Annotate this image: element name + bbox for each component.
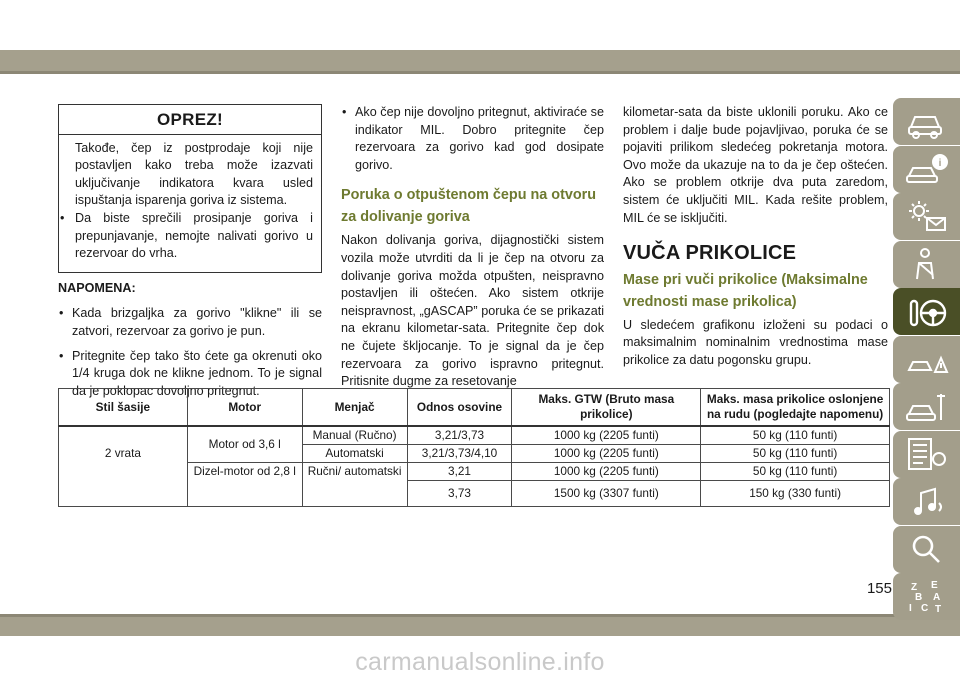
- table-cell: 50 kg (110 funti): [701, 463, 890, 481]
- note-bullet: • Pritegnite čep tako što ćete ga okrenuti oko 1/4 kruga dok ne klikne jednom. To je signal da je poklopac dovoljno pritegnut.: [58, 348, 322, 401]
- warning-lights-icon[interactable]: [893, 193, 960, 240]
- table-row: [59, 426, 890, 445]
- table-cell: 1000 kg (2205 funti): [512, 463, 701, 481]
- trailer-weight-table: [58, 388, 890, 507]
- caution-title: OPREZ!: [59, 105, 321, 135]
- table-cell: 3,21/3,73/4,10: [407, 445, 512, 463]
- loose-cap-heading: Poruka o otpuštenom čepu na otvoru za dolivanje goriva: [341, 187, 597, 226]
- table-header: Odnos osovine: [407, 389, 512, 427]
- table-cell: 50 kg (110 funti): [701, 426, 890, 445]
- caution-box: [58, 104, 322, 273]
- svg-text:C: C: [920, 602, 928, 614]
- table-cell: 2 vrata: [59, 426, 188, 507]
- svg-text:Z: Z: [910, 581, 917, 593]
- table-cell: Manual (Ručno): [302, 426, 407, 445]
- table-cell: 1000 kg (2205 funti): [512, 426, 701, 445]
- header-band: [0, 50, 960, 74]
- table-cell: Automatski: [302, 445, 407, 463]
- table-cell: Motor od 3,6 l: [187, 426, 302, 463]
- footer-band: [0, 614, 960, 636]
- car-info-icon[interactable]: [893, 146, 960, 193]
- svg-text:E: E: [930, 579, 938, 591]
- table-cell: Ručni/ automatski: [302, 463, 407, 507]
- table-header: Motor: [187, 389, 302, 427]
- table-cell: 50 kg (110 funti): [701, 445, 890, 463]
- table-cell: 1500 kg (3307 funti): [512, 481, 701, 507]
- column-left: [58, 104, 322, 400]
- table-cell: 3,21: [407, 463, 512, 481]
- page-number: 155: [866, 580, 892, 597]
- note-bullet: • Kada brizgaljka za gorivo "klikne" ili se zatvori, rezervoar za gorivo je pun.: [58, 305, 322, 340]
- table-header-row: [59, 389, 890, 427]
- steering-wheel-icon[interactable]: [893, 288, 960, 335]
- towing-heading: VUČA PRIKOLICE: [623, 242, 797, 265]
- car-dashboard-icon[interactable]: [893, 98, 960, 145]
- watermark: carmanualsonline.info: [355, 648, 605, 676]
- roadside-warning-icon[interactable]: [893, 336, 960, 383]
- column-right: [623, 104, 888, 370]
- loose-cap-text: Nakon dolivanja goriva, dijagnostički sistem vozila može utvrditi da li je čep na otvoru za dolivanje goriva možda otpušten, neispravno postavljen ili oštećen. Ako sistem otkrije neispravnost, „gASCAP” poruka će se prikazati na ekranu kilometar-sata. Pritegnite čep dok ne čujete škljocanje. To je signal da je čep rezervoara za gorivo ispravno pritegnut. Pritisnite dugme za resetovanje: [341, 233, 604, 389]
- svg-text:A: A: [932, 591, 940, 603]
- search-index-icon[interactable]: [893, 526, 960, 573]
- multimedia-icon[interactable]: [893, 478, 960, 525]
- svg-text:T: T: [934, 603, 941, 615]
- alphabetical-index-icon[interactable]: [893, 573, 960, 620]
- table-cell: 3,21/3,73: [407, 426, 512, 445]
- caution-bullet: • Da biste sprečili prosipanje goriva i prepunjavanje, nemojte nalivati gorivo u rezervoar do vrha.: [59, 210, 313, 263]
- table-header: Maks. masa prikolice oslonjene na rudu (pogledajte napomenu): [701, 389, 890, 427]
- svg-text:B: B: [914, 591, 922, 603]
- table-header: Stil šasije: [59, 389, 188, 427]
- column-middle: [341, 104, 604, 391]
- towing-text: U sledećem grafikonu izloženi su podaci o maksimalnim nominalnim vrednostima mase prikolice za datu pogonsku grupu.: [623, 317, 888, 367]
- note-label: NAPOMENA:: [58, 280, 136, 295]
- table-header: Menjač: [302, 389, 407, 427]
- svg-text:I: I: [908, 602, 912, 614]
- table-cell: 1000 kg (2205 funti): [512, 445, 701, 463]
- note-bullet: • Ako čep nije dovoljno pritegnut, aktiviraće se indikator MIL. Dobro pritegnite čep rezervoara za gorivo kad god dosipate gorivo.: [341, 104, 604, 174]
- table-cell: 3,73: [407, 481, 512, 507]
- loose-cap-text-continued: kilometar-sata da biste uklonili poruku. Ako ce problem i dalje bude pojavljivao, poruka će se pojaviti prilikom sledećeg pokretanja motora. Ovo može da ukazuje na to da je čep oštećen. Ako se problem otkrije dva puta zaredom, sistem će uključiti MIL. Kada rešite problem, MIL će se isključiti.: [623, 105, 888, 225]
- safety-icon[interactable]: [893, 241, 960, 288]
- svg-text:i: i: [938, 158, 941, 169]
- caution-body: [59, 135, 321, 272]
- table-cell: 150 kg (330 funti): [701, 481, 890, 507]
- maintenance-icon[interactable]: [893, 383, 960, 430]
- towing-subheading: Mase pri vuči prikolice (Maksimalne vrednosti mase prikolica): [623, 271, 868, 310]
- table-cell: Dizel-motor od 2,8 l: [187, 463, 302, 507]
- caution-text: Takođe, čep iz postprodaje koji nije postavljen kako treba može izazvati uključivanje indikatora kvara usled ispuštanja isparenja goriva iz sistema.: [75, 140, 313, 208]
- specifications-icon[interactable]: [893, 431, 960, 478]
- table-header: Maks. GTW (Bruto masa prikolice): [512, 389, 701, 427]
- chapter-sidebar: [893, 98, 960, 621]
